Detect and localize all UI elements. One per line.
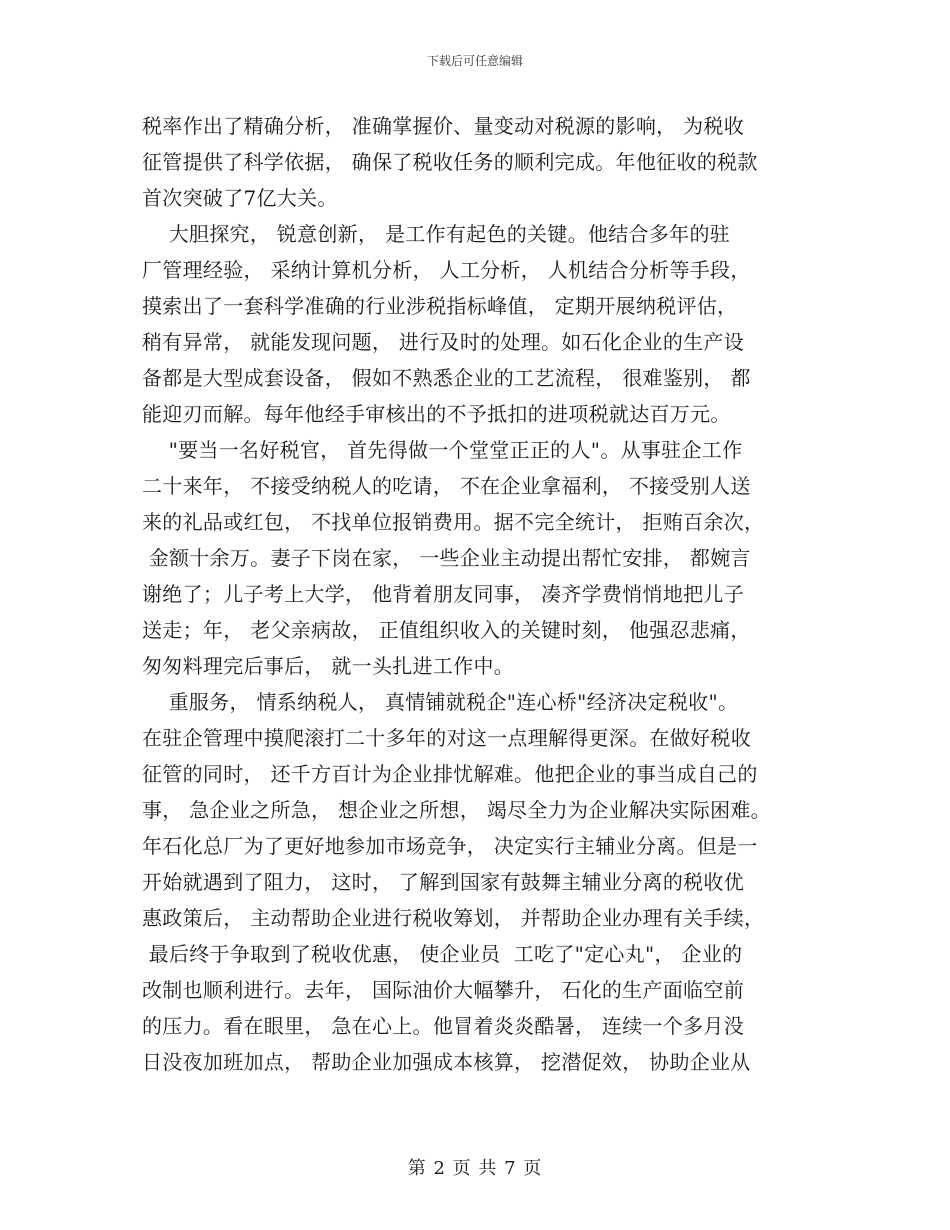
page-header-note: 下载后可任意编辑 <box>426 54 523 68</box>
text-line: 征管的同时， 还千方百计为企业排忧解难。他把企业的事当成自己的 <box>142 762 758 786</box>
text-line: 送走；年， 老父亲病故， 正值组织收入的关键时刻， 他强忍悲痛， <box>142 618 751 642</box>
text-line: 稍有异常， 就能发现问题， 进行及时的处理。如石化企业的生产设 <box>142 330 745 354</box>
text-line: 大胆探究， 锐意创新， 是工作有起色的关键。他结合多年的驻 <box>142 222 731 246</box>
text-line: 匆匆料理完后事后， 就一头扎进工作中。 <box>142 654 515 678</box>
text-line: 能迎刃而解。每年他经手审核出的不予抵扣的进项税就达百万元。 <box>142 402 731 426</box>
text-line: "要当一名好税官， 首先得做一个堂堂正正的人"。从事驻企工作 <box>142 438 743 462</box>
text-line: 摸索出了一套科学准确的行业涉税指标峰值， 定期开展纳税评估， <box>142 294 738 318</box>
text-line: 最后终于争取到了税收优惠， 使企业员 工吃了"定心丸"， 企业的 <box>142 942 743 966</box>
text-line: 开始就遇到了阻力， 这时， 了解到国家有鼓舞主辅业分离的税收优 <box>142 870 745 894</box>
text-line: 金额十余万。妻子下岗在家， 一些企业主动提出帮忙安排， 都婉言 <box>142 546 751 570</box>
text-line: 首次突破了7亿大关。 <box>142 186 338 210</box>
text-line: 谢绝了；儿子考上大学， 他背着朋友同事， 凑齐学费悄悄地把儿子 <box>142 582 745 606</box>
text-line: 征管提供了科学依据， 确保了税收任务的顺利完成。年他征收的税款 <box>142 150 758 174</box>
text-line: 日没夜加班加点， 帮助企业加强成本核算， 挖潜促效， 协助企业从 <box>142 1050 751 1074</box>
page-number: 第 2 页 共 7 页 <box>407 1158 543 1179</box>
text-line: 事， 急企业之所急， 想企业之所想， 竭尽全力为企业解决实际困难。 <box>142 798 771 822</box>
text-line: 在驻企管理中摸爬滚打二十多年的对这一点理解得更深。在做好税收 <box>142 726 751 750</box>
text-line: 重服务， 情系纳税人， 真情铺就税企"连心桥"经济决定税收"。 <box>142 690 739 714</box>
text-line: 惠政策后， 主动帮助企业进行税收筹划， 并帮助企业办理有关手续， <box>142 906 765 930</box>
text-line: 的压力。看在眼里， 急在心上。他冒着炎炎酷暑， 连续一个多月没 <box>142 1014 745 1038</box>
text-line: 二十来年， 不接受纳税人的吃请， 不在企业拿福利， 不接受别人送 <box>142 474 751 498</box>
text-line: 改制也顺利进行。去年， 国际油价大幅攀升， 石化的生产面临空前 <box>142 978 745 1002</box>
text-line: 备都是大型成套设备， 假如不熟悉企业的工艺流程， 很难鉴别， 都 <box>142 366 751 390</box>
document-body <box>142 108 812 1080</box>
text-line: 厂管理经验， 采纳计算机分析， 人工分析， 人机结合分析等手段， <box>142 258 751 282</box>
text-line: 来的礼品或红包， 不找单位报销费用。据不完全统计， 拒贿百余次， <box>142 510 765 534</box>
text-line: 年石化总厂为了更好地参加市场竞争， 决定实行主辅业分离。但是一 <box>142 834 758 858</box>
text-line: 税率作出了精确分析， 准确掌握价、量变动对税源的影响， 为税收 <box>142 114 745 138</box>
